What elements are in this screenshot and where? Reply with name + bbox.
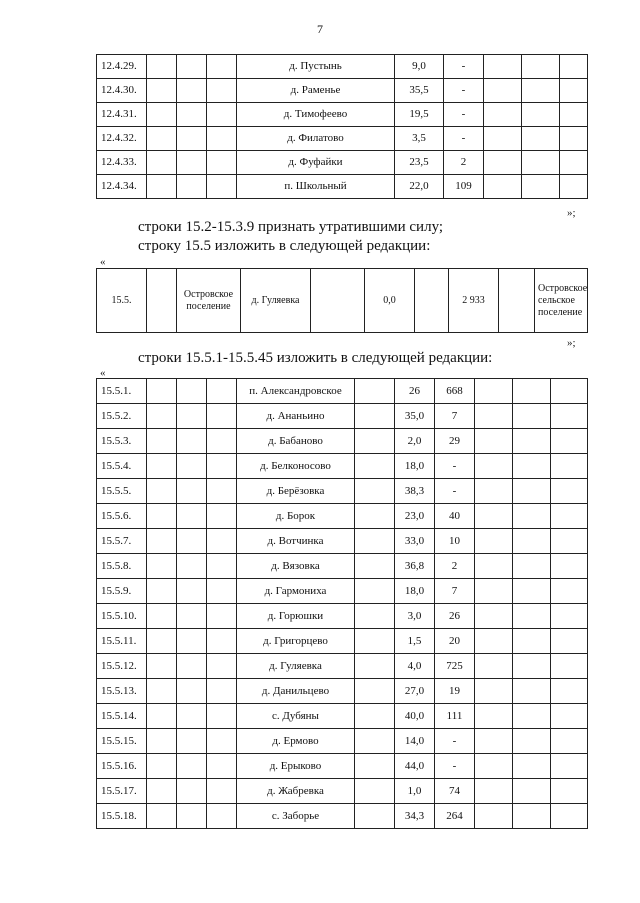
name-cell: д. Белконосово [237, 454, 355, 479]
instruction-line: строку 15.5 изложить в следующей редакции: [138, 238, 431, 254]
distance-cell: 27,0 [395, 679, 435, 704]
distance-cell: 2,0 [395, 429, 435, 454]
population-cell: 29 [435, 429, 475, 454]
table-row [97, 679, 588, 704]
row-number: 15.5.14. [97, 704, 147, 729]
name-cell: д. Пустынь [237, 55, 395, 79]
table-row [97, 654, 588, 679]
population-cell: 725 [435, 654, 475, 679]
row-number: 15.5.15. [97, 729, 147, 754]
population-cell: 10 [435, 529, 475, 554]
table-row [97, 404, 588, 429]
row-number: 15.5.10. [97, 604, 147, 629]
name-cell: д. Раменье [237, 79, 395, 103]
instruction-line: строки 15.5.1-15.5.45 изложить в следующей редакции: [138, 350, 493, 366]
population-cell: - [444, 55, 484, 79]
name-cell: д. Филатово [237, 127, 395, 151]
distance-cell: 18,0 [395, 454, 435, 479]
table-row [97, 604, 588, 629]
population-cell: - [435, 479, 475, 504]
row-number: 15.5.18. [97, 804, 147, 829]
population-cell: - [444, 79, 484, 103]
distance-cell: 40,0 [395, 704, 435, 729]
name-cell: д. Горюшки [237, 604, 355, 629]
table-row [97, 529, 588, 554]
name-cell: п. Александровское [237, 379, 355, 404]
distance-cell: 3,0 [395, 604, 435, 629]
table-row [97, 55, 588, 79]
row-number: 12.4.30. [97, 79, 147, 103]
population-cell: 74 [435, 779, 475, 804]
distance-cell: 23,5 [395, 151, 444, 175]
row-number: 15.5.6. [97, 504, 147, 529]
distance-cell: 19,5 [395, 103, 444, 127]
table-row [97, 269, 588, 333]
row-number: 15.5.7. [97, 529, 147, 554]
open-quote-mark: « [100, 256, 106, 268]
distance-cell: 9,0 [395, 55, 444, 79]
table-row [97, 479, 588, 504]
population-cell: - [435, 754, 475, 779]
population-cell: - [435, 454, 475, 479]
table-row [97, 779, 588, 804]
table-row [97, 579, 588, 604]
distance-cell: 23,0 [395, 504, 435, 529]
name-cell: д. Берёзовка [237, 479, 355, 504]
population-cell: 109 [444, 175, 484, 199]
settlements-table-top [96, 54, 588, 199]
distance-cell: 1,5 [395, 629, 435, 654]
population-cell: 20 [435, 629, 475, 654]
table-row [97, 804, 588, 829]
row-number: 12.4.32. [97, 127, 147, 151]
distance-cell: 26 [395, 379, 435, 404]
open-quote-mark: « [100, 367, 106, 379]
population-cell: 2 933 [449, 269, 499, 333]
name-cell: д. Григорцево [237, 629, 355, 654]
name-cell: с. Дубяны [237, 704, 355, 729]
population-cell: 40 [435, 504, 475, 529]
population-cell: 7 [435, 579, 475, 604]
population-cell: 2 [444, 151, 484, 175]
distance-cell: 36,8 [395, 554, 435, 579]
name-cell: д. Гуляевка [237, 654, 355, 679]
distance-cell: 35,0 [395, 404, 435, 429]
distance-cell: 3,5 [395, 127, 444, 151]
name-cell: д. Жабревка [237, 779, 355, 804]
distance-cell: 18,0 [395, 579, 435, 604]
table-row [97, 504, 588, 529]
close-quote-mark: »; [567, 337, 576, 349]
population-cell: 264 [435, 804, 475, 829]
table-row [97, 429, 588, 454]
name-cell: д. Борок [237, 504, 355, 529]
row-number: 15.5.17. [97, 779, 147, 804]
name-cell: д. Тимофеево [237, 103, 395, 127]
row-number: 15.5.13. [97, 679, 147, 704]
name-cell: д. Ермово [237, 729, 355, 754]
table-row [97, 729, 588, 754]
name-cell: д. Ерыково [237, 754, 355, 779]
distance-cell: 4,0 [395, 654, 435, 679]
name-cell: д. Гуляевка [241, 269, 311, 333]
population-cell: 19 [435, 679, 475, 704]
name-cell: п. Школьный [237, 175, 395, 199]
row-number: 15.5.3. [97, 429, 147, 454]
table-row [97, 454, 588, 479]
distance-cell: 0,0 [365, 269, 415, 333]
population-cell: 2 [435, 554, 475, 579]
row-number: 12.4.29. [97, 55, 147, 79]
table-row [97, 79, 588, 103]
row-number: 15.5. [97, 269, 147, 333]
table-row [97, 151, 588, 175]
population-cell: 7 [435, 404, 475, 429]
page-number: 7 [317, 22, 323, 36]
population-cell: 668 [435, 379, 475, 404]
distance-cell: 33,0 [395, 529, 435, 554]
name-cell: д. Бабаново [237, 429, 355, 454]
row-number: 15.5.5. [97, 479, 147, 504]
row-number: 15.5.16. [97, 754, 147, 779]
name-cell: д. Вязовка [237, 554, 355, 579]
table-row [97, 704, 588, 729]
distance-cell: 44,0 [395, 754, 435, 779]
distance-cell: 1,0 [395, 779, 435, 804]
row-number: 12.4.31. [97, 103, 147, 127]
row-number: 15.5.2. [97, 404, 147, 429]
distance-cell: 14,0 [395, 729, 435, 754]
instruction-line: строки 15.2-15.3.9 признать утратившими силу; [138, 219, 444, 235]
table-row [97, 379, 588, 404]
row-number: 15.5.11. [97, 629, 147, 654]
table-row [97, 554, 588, 579]
row-number: 15.5.8. [97, 554, 147, 579]
table-row [97, 754, 588, 779]
distance-cell: 38,3 [395, 479, 435, 504]
row-number: 15.5.4. [97, 454, 147, 479]
row-number: 12.4.34. [97, 175, 147, 199]
name-cell: с. Заборье [237, 804, 355, 829]
name-cell: д. Ананьино [237, 404, 355, 429]
population-cell: - [444, 103, 484, 127]
table-row [97, 103, 588, 127]
population-cell: - [444, 127, 484, 151]
table-row [97, 175, 588, 199]
population-cell: 26 [435, 604, 475, 629]
settlement-cell: Островское поселение [177, 269, 241, 333]
settlements-table-bottom [96, 378, 588, 829]
distance-cell: 22,0 [395, 175, 444, 199]
distance-cell: 34,3 [395, 804, 435, 829]
population-cell: 111 [435, 704, 475, 729]
name-cell: д. Гармониха [237, 579, 355, 604]
row-number: 15.5.9. [97, 579, 147, 604]
name-cell: д. Фуфайки [237, 151, 395, 175]
distance-cell: 35,5 [395, 79, 444, 103]
table-row [97, 127, 588, 151]
name-cell: д. Данильцево [237, 679, 355, 704]
population-cell: - [435, 729, 475, 754]
name-cell: д. Вотчинка [237, 529, 355, 554]
table-row [97, 629, 588, 654]
note-cell: Островское сельское поселение [535, 269, 588, 333]
settlement-table-single [96, 268, 588, 333]
row-number: 12.4.33. [97, 151, 147, 175]
row-number: 15.5.1. [97, 379, 147, 404]
close-quote-mark: »; [567, 207, 576, 219]
row-number: 15.5.12. [97, 654, 147, 679]
